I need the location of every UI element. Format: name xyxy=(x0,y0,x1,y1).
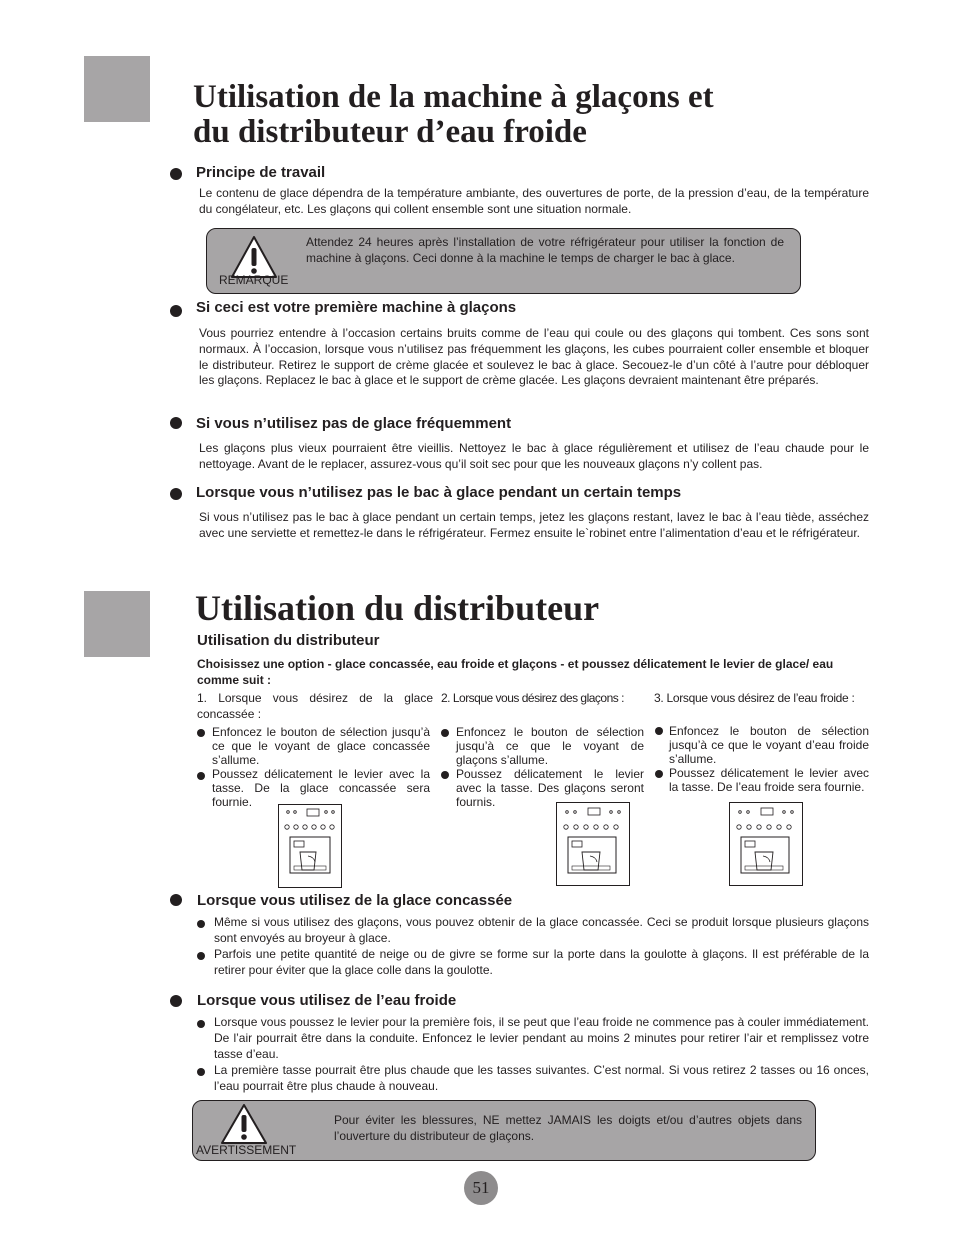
dispenser-panel-illustration xyxy=(278,804,342,888)
bullet-icon xyxy=(170,894,182,906)
page-title-2: Utilisation du distributeur xyxy=(195,588,600,628)
eau-froide-item-1: Lorsque vous poussez le levier pour la première fois, il se peut que l’eau froide ne commence pas à couler immédiatement. De l’air pourrait être dans la conduite. Enfoncez le levier pendant au moins 2 minutes pour retirer l’air et remplissez votre tasse d’eau. xyxy=(214,1015,869,1061)
dispenser-panel-illustration xyxy=(729,802,803,886)
principe-text: Le contenu de glace dépendra de la température ambiante, des ouvertures de porte, de la pression d’eau, de la température du congélateur, etc. Les glaçons qui collent ensemble sont une situation normale. xyxy=(199,186,869,216)
heading-concassee: Lorsque vous utilisez de la glace concassée xyxy=(197,892,513,909)
bullet-icon xyxy=(197,1068,205,1076)
subheading-distributeur: Utilisation du distributeur xyxy=(197,632,380,649)
warning-triangle-icon xyxy=(220,1103,268,1145)
frequemment-text: Les glaçons plus vieux pourraient être vieillis. Nettoyez le bac à glace régulièrement et utilisez de l’eau chaude pour le nettoyage. Avant de le replacer, assurez-vous qu’il soit sec pour que les nouveaux glaçons n’y collent pas. xyxy=(199,441,869,471)
column-1-head: 1. Lorsque vous désirez de la glace concassée : xyxy=(197,691,433,721)
warning-label: AVERTISSEMENT xyxy=(196,1143,297,1157)
column-3-item-2: Poussez délicatement le levier avec la tasse. De l’eau froide sera fournie. xyxy=(669,766,869,794)
dispenser-panel-illustration xyxy=(556,802,630,886)
note-box xyxy=(206,228,801,294)
bullet-icon xyxy=(170,995,182,1007)
heading-frequemment: Si vous n’utilisez pas de glace fréquemment xyxy=(196,415,512,432)
column-1-item-1: Enfoncez le bouton de sélection jusqu’à ce que le voyant de glace concassée s’allume. xyxy=(212,725,430,767)
section-marker-1 xyxy=(84,56,150,122)
title-line-1: Utilisation de la machine à glaçons et xyxy=(193,79,714,115)
heading-premiere: Si ceci est votre première machine à glaçons xyxy=(196,299,517,316)
column-2-head: 2. Lorsque vous désirez des glaçons : xyxy=(441,691,624,705)
column-1-item-2: Poussez délicatement le levier avec la tasse. De la glace concassée sera fournie. xyxy=(212,767,430,809)
bullet-icon xyxy=(170,488,182,500)
page-number: 51 xyxy=(464,1171,498,1205)
bullet-icon xyxy=(197,920,205,928)
bullet-icon xyxy=(441,771,449,779)
concassee-item-1: Même si vous utilisez des glaçons, vous pouvez obtenir de la glace concassée. Ceci se produit lorsque plusieurs glaçons sont envoyés au broyeur à glace. xyxy=(214,915,869,945)
heading-eau-froide: Lorsque vous utilisez de l’eau froide xyxy=(197,992,457,1009)
column-3-head: 3. Lorsque vous désirez de l’eau froide : xyxy=(654,691,855,705)
bullet-icon xyxy=(197,952,205,960)
bullet-icon xyxy=(655,727,663,735)
column-2-item-2: Poussez délicatement le levier avec la tasse. Des glaçons seront fournis. xyxy=(456,767,644,809)
premiere-text: Vous pourriez entendre à l’occasion certains bruits comme de l’eau qui coule ou des glaçons qui tombent. Ces sons sont normaux. À l’occasion, lorsque vous n’utilisez pas fréquemment les glaçons, les cubes pourraient coller ensemble et bloquer le distributeur. Retirez le support de crème glacée et soulevez le bac à glace. Secouez-le d’un côté à l’autre pour débloquer les glaçons. Replacez le bac à glace et le support de crème glacée. Les glaçons devraient maintenant être préparés. xyxy=(199,326,869,388)
warning-text: Pour éviter les blessures, NE mettez JAMAIS les doigts et/ou d’autres objets dans l’ouverture du distributeur de glaçons. xyxy=(334,1113,802,1143)
warning-box xyxy=(192,1100,816,1161)
heading-certain-temps: Lorsque vous n’utilisez pas le bac à glace pendant un certain temps xyxy=(196,484,682,501)
bullet-icon xyxy=(197,1020,205,1028)
bullet-icon xyxy=(170,417,182,429)
note-text: Attendez 24 heures après l’installation de votre réfrigérateur pour utiliser la fonction de machine à glaçons. Ceci donne à la machine le temps de charger le bac à glace. xyxy=(306,235,784,265)
column-3-item-1: Enfoncez le bouton de sélection jusqu’à ce que le voyant d’eau froide s’allume. xyxy=(669,724,869,766)
eau-froide-item-2: La première tasse pourrait être plus chaude que les tasses suivantes. C’est normal. Si vous retirez 2 tasses ou 16 onces, l’eau pourrait être plus chaude à nouveau. xyxy=(214,1063,869,1093)
column-2-item-1: Enfoncez le bouton de sélection jusqu’à ce que le voyant de glaçons s’allume. xyxy=(456,725,644,767)
certain-temps-text: Si vous n’utilisez pas le bac à glace pendant un certain temps, jetez les glaçons restant, lavez le bac à l’eau tiède, asséchez avec une serviette et remettez-le dans le réfrigérateur. Fermez ensuite le`robinet entre l’alimentation d’eau et le réfrigérateur. xyxy=(199,510,869,540)
note-label: REMARQUE xyxy=(219,273,289,287)
title-line-2: du distributeur d’eau froide xyxy=(193,114,587,150)
bullet-icon xyxy=(655,770,663,778)
intro-text: Choisissez une option - glace concassée, eau froide et glaçons - et poussez délicatement le levier de glace/ eau comme suit : xyxy=(197,657,834,687)
bullet-icon xyxy=(441,729,449,737)
bullet-icon xyxy=(197,772,205,780)
bullet-icon xyxy=(170,305,182,317)
bullet-icon xyxy=(197,729,205,737)
concassee-item-2: Parfois une petite quantité de neige ou de givre se forme sur la porte dans la goulotte à glaçons. Il est préférable de la retirer pour éviter que la glace colle dans la goulotte. xyxy=(214,947,869,977)
heading-principe: Principe de travail xyxy=(196,164,326,181)
page-title-1 xyxy=(193,80,913,150)
bullet-icon xyxy=(170,168,182,180)
section-marker-2 xyxy=(84,591,150,657)
